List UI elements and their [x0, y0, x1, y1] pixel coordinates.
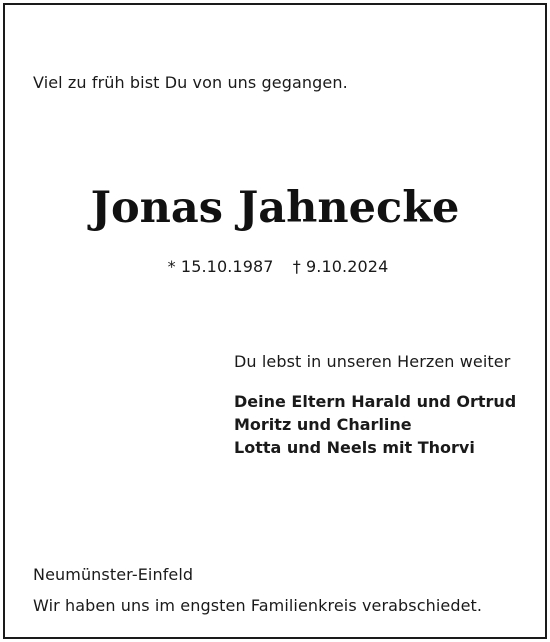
farewell-text: Wir haben uns im engsten Familienkreis verabschiedet.: [33, 596, 483, 615]
family-line-siblings-1: Moritz und Charline: [234, 415, 412, 434]
family-line-siblings-2: Lotta und Neels mit Thorvi: [234, 438, 475, 457]
motto-text: Du lebst in unseren Herzen weiter: [234, 352, 511, 371]
obituary-notice: [3, 3, 547, 639]
family-line-parents: Deine Eltern Harald und Ortrud: [234, 392, 517, 411]
intro-text: Viel zu früh bist Du von uns gegangen.: [33, 73, 348, 92]
deceased-name: Jonas Jahnecke: [90, 183, 460, 233]
family-signatures: [234, 390, 516, 459]
birth-date: * 15.10.1987: [167, 257, 274, 276]
life-dates: [5, 257, 545, 277]
place-text: Neumünster-Einfeld: [33, 565, 194, 584]
death-date: † 9.10.2024: [292, 257, 389, 276]
